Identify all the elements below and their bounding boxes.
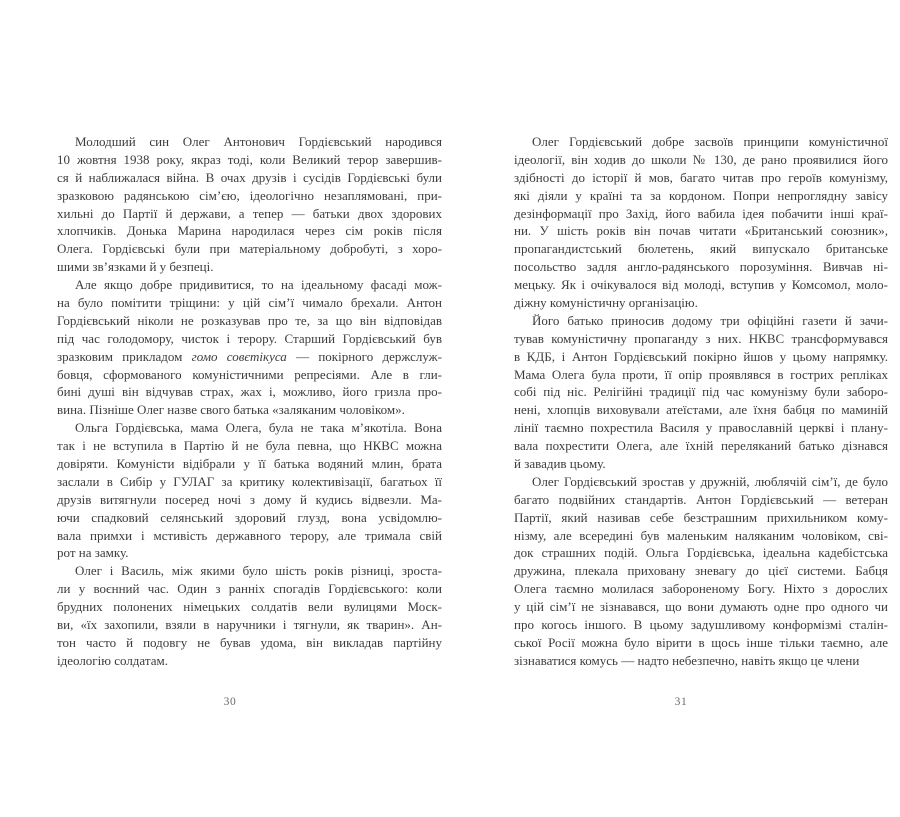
text-line: бовця, сформованого комуністичними репресіями. Але в гли- — [57, 366, 442, 382]
text-line: тон часто й подовгу не бував удома, він викладав партійну — [57, 634, 442, 650]
text-line: брудних полонених німецьких солдатів вели вулицями Моск- — [57, 599, 442, 615]
text-line: у цій сім’ї не зізнавався, що вони думають одне про одного чи — [514, 599, 888, 615]
text-line: здібності до історії й мов, багато читав про героїв комунізму, — [514, 169, 888, 185]
text-line: рот на замку. — [57, 545, 129, 561]
page-number-left: 30 — [223, 696, 237, 708]
text-line: дружина, плекала приховану зневагу до цієї системи. Бабця — [514, 563, 888, 579]
text-line: під час голодомору, чисток і терору. Старший Гордієвський був — [57, 330, 442, 346]
text-line: ви, «їх захопили, взяли в наручники і тягнули, як тварин». Ан- — [57, 617, 442, 633]
page-number-right: 31 — [674, 696, 688, 708]
text-line: вина. Пізніше Олег назве свого батька «заляканим чоловіком». — [57, 402, 405, 418]
text-line: вала примхи і мстивість державного терору, але тримала свій — [57, 527, 442, 543]
text-line: пропагандистський бюлетень, який випускало британське — [514, 241, 888, 257]
text-column-right — [514, 133, 888, 670]
text-line: Олег Гордієвський добре засвоїв принципи комуністичної — [532, 134, 888, 149]
text-line: бині душі він відчував страх, жах і, можливо, його гризла про- — [57, 384, 442, 400]
text-line: ся й наближалася війна. В очах друзів і сусідів Гордієвські були — [57, 169, 442, 185]
text-line: шими зв’язками й у безпеці. — [57, 259, 214, 275]
text-line: на було помітити тріщини: у цій сім’ї чимало брехали. Антон — [57, 295, 442, 311]
text-line: Олег Гордієвський зростав у дружній, люблячій сім’ї, де було — [532, 473, 888, 489]
italic-phrase: гомо совєтікуса — [191, 348, 287, 364]
text-line: Його батько приносив додому три офіційні газети й зачи- — [532, 312, 888, 328]
text-line: й завадив цьому. — [514, 456, 606, 472]
text-line: собі під ніс. Релігійні традиції під час комунізму були заборо- — [514, 384, 888, 400]
text-line: Партії, який називав себе безстрашним прихильником кому- — [514, 509, 888, 525]
text-line: Молодший син Олег Антонович Гордієвський народився — [75, 134, 442, 149]
text-line: заслали в Сибір у ГУЛАГ за критику колективізації, багатьох її — [57, 473, 442, 489]
text-line: в КДБ, і Антон Гордієвський покірно йшов у цьому напрямку. — [514, 348, 888, 364]
text-line: ни. У шість років він почав читати «Британський союзник», — [514, 223, 888, 239]
text-line: Ольга Гордієвська, мама Олега, була не така м’якотіла. Вона — [75, 420, 442, 436]
text-segment: — покірного держслуж- — [286, 348, 442, 364]
text-line: ської Росії можна було вірити в щось інше тільки таємно, але — [514, 634, 888, 650]
text-line: довіряти. Комуністи відібрали у її батька водяний млин, брата — [57, 456, 442, 472]
text-line: зізнаватися комусь — надто небезпечно, навіть якщо це члени — [514, 652, 860, 668]
text-line: нені, хлопців виховували атеїстами, але їхня бабця по маминій — [514, 402, 888, 418]
text-line: ідеології, він ходив до школи № 130, де рано проявилися його — [514, 151, 888, 167]
text-line: про когось іншого. В цьому задушливому конформізмі сталін- — [514, 617, 888, 633]
text-line — [57, 348, 442, 366]
text-line: лінії таємно похрестила Василя у православній церкві і плану- — [514, 420, 888, 436]
text-line: хлопчиків. Донька Марина народилася через сім років після — [57, 223, 442, 239]
text-line: дезінформації про Захід, його вабила ідея побачити інші краї- — [514, 205, 888, 221]
text-line: 10 жовтня 1938 року, якраз тоді, коли Великий терор завершив- — [57, 151, 442, 167]
text-line: Мама Олега була проти, її опір проявлявся в гострих репліках — [514, 366, 888, 382]
text-line: Олега. Гордієвські були при матеріальному добробуті, з хоро- — [57, 241, 442, 257]
text-segment: зразковим прикладом — [57, 348, 192, 364]
text-line: вала похрестити Олега, але їхній переляканий батько дізнався — [514, 438, 888, 454]
text-line: посольство задля англо-радянського порозуміння. Вивчав ні- — [514, 259, 888, 275]
text-line: тував комуністичну пропаганду з них. НКВС трансформувався — [514, 330, 888, 346]
text-line: ідеологію солдатам. — [57, 652, 168, 668]
text-line: ли у воєнний час. Один з ранніх спогадів Гордієвського: коли — [57, 581, 442, 597]
text-line: хильні до Партії й держави, а тепер — батьки двох здорових — [57, 205, 442, 221]
text-line: мецьку. Як і очікувалося від молоді, вступив у Комсомол, моло- — [514, 277, 888, 293]
text-line: діжну комуністичну організацію. — [514, 295, 698, 311]
text-line: док страшних подій. Ольга Гордієвська, ідеальна кадебістська — [514, 545, 888, 561]
text-line: зразковою радянською сім’єю, ідеологічно незаплямовані, при- — [57, 187, 442, 203]
text-column-left — [57, 133, 442, 670]
text-line: які діяли у країні та за кордоном. Попри непроглядну завісу — [514, 187, 888, 203]
text-line: ючи спадковий селянський здоровий глузд, вона усвідомлю- — [57, 509, 442, 525]
text-line: нізму, але всередині був маленьким наляканим чоловіком, сві- — [514, 527, 888, 543]
text-line: Але якщо добре придивитися, то на ідеальному фасаді мож- — [75, 277, 442, 293]
text-line: так і не вступила в Партію й не була певна, що НКВС можна — [57, 438, 442, 454]
text-line: Олега таємно молилася забороненому Богу. Ніхто з дорослих — [514, 581, 888, 597]
text-line: Олег і Василь, між якими було шість років різниці, зроста- — [75, 563, 442, 579]
text-line: багато подвійних стандартів. Антон Гордієвський — ветеран — [514, 491, 888, 507]
text-line: Гордієвський ніколи не розказував про те, за що він відповідав — [57, 312, 442, 328]
text-line: друзів витягнули посеред ночі з дому й кудись відвезли. Ма- — [57, 491, 442, 507]
